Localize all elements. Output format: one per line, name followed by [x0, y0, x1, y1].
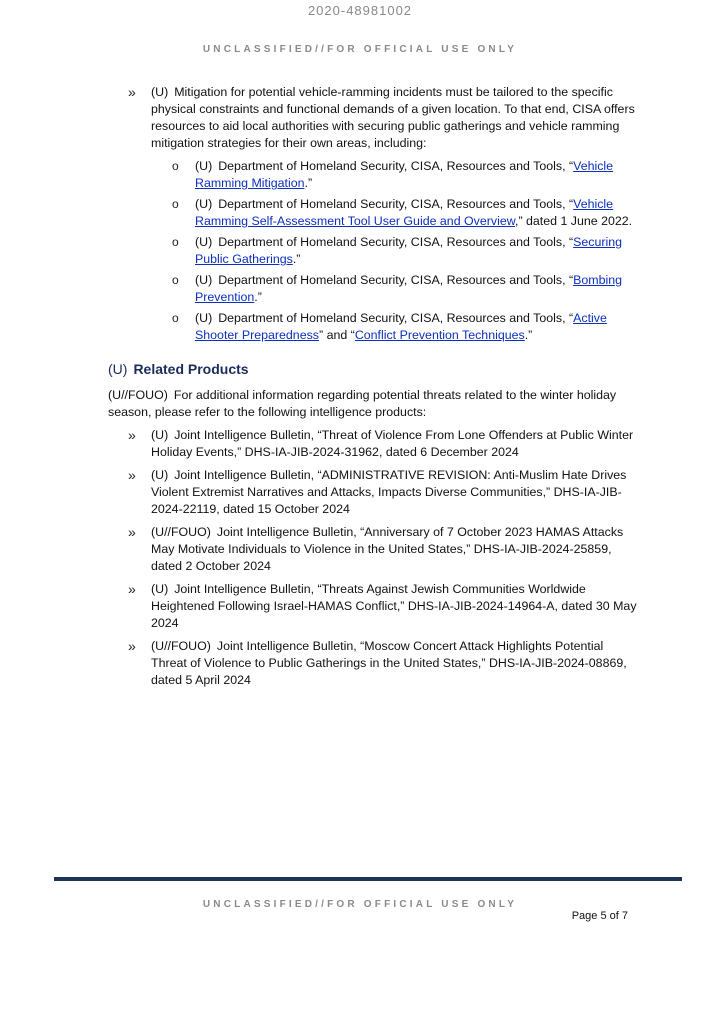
securing-public-gatherings-link[interactable]: Securing Public Gatherings: [195, 235, 623, 266]
portion-marking: (U): [195, 311, 213, 325]
double-chevron-bullet-icon: »: [128, 581, 136, 597]
product-text: Joint Intelligence Bulletin, “Anniversary of 7 October 2023 HAMAS Attacks May Motivate Individuals to Violence in the United States,” DHS-IA-JIB-2024-25859, dated 2 October 2024: [151, 525, 624, 573]
portion-marking: (U//FOUO): [151, 525, 211, 539]
resource-item: [151, 310, 638, 344]
portion-marking: (U): [151, 582, 169, 596]
page-number: Page 5 of 7: [571, 910, 628, 922]
double-chevron-bullet-icon: »: [128, 638, 136, 654]
related-intro: [108, 387, 638, 421]
list-item: [108, 581, 638, 632]
double-chevron-bullet-icon: »: [128, 467, 136, 483]
page-content: [108, 84, 638, 695]
footer-classification-banner: UNCLASSIFIED//FOR OFFICIAL USE ONLY: [202, 899, 518, 910]
portion-marking: (U): [195, 159, 213, 173]
portion-marking: (U): [108, 361, 128, 377]
intro-text: For additional information regarding potential threats related to the winter holiday season, please refer to the following intelligence products:: [108, 388, 617, 419]
resource-prefix: Department of Homeland Security, CISA, Resources and Tools, “: [218, 311, 574, 325]
portion-marking: (U): [195, 273, 213, 287]
resource-item: [151, 158, 638, 192]
resource-prefix: Department of Homeland Security, CISA, Resources and Tools, “: [218, 235, 574, 249]
mitigation-item: [108, 84, 638, 344]
self-assessment-tool-link[interactable]: Vehicle Ramming Self-Assessment Tool User Guide and Overview: [195, 197, 614, 228]
header-classification-banner: UNCLASSIFIED//FOR OFFICIAL USE ONLY: [202, 44, 518, 55]
related-products-heading: [108, 360, 638, 378]
portion-marking: (U): [151, 468, 169, 482]
bombing-prevention-link[interactable]: Bombing Prevention: [195, 273, 623, 304]
conflict-prevention-techniques-link[interactable]: Conflict Prevention Techniques: [354, 328, 525, 342]
resource-item: [151, 196, 638, 230]
portion-marking: (U): [151, 428, 169, 442]
resource-item: [151, 234, 638, 268]
resource-prefix: Department of Homeland Security, CISA, Resources and Tools, “: [218, 273, 574, 287]
top-cut-document-number: 2020-48981002: [307, 3, 413, 18]
circle-bullet-icon: o: [172, 235, 179, 249]
section-title: Related Products: [133, 361, 249, 377]
related-products-list: [108, 427, 638, 689]
footer-divider: [54, 877, 682, 881]
resource-suffix: .”: [254, 290, 262, 304]
resource-suffix: ,” dated 1 June 2022.: [515, 214, 633, 228]
product-text: Joint Intelligence Bulletin, “Threat of Violence From Lone Offenders at Public Winter Holiday Events,” DHS-IA-JIB-2024-31962, dated 6 December 2024: [151, 428, 634, 459]
circle-bullet-icon: o: [172, 311, 179, 325]
mitigation-list: [108, 84, 638, 344]
circle-bullet-icon: o: [172, 273, 179, 287]
circle-bullet-icon: o: [172, 197, 179, 211]
resource-suffix: .”: [304, 176, 313, 190]
resource-middle: ” and “: [319, 328, 355, 342]
double-chevron-bullet-icon: »: [128, 427, 136, 443]
double-chevron-bullet-icon: »: [128, 84, 136, 100]
resource-suffix: .”: [524, 328, 533, 342]
circle-bullet-icon: o: [172, 159, 179, 173]
portion-marking: (U): [151, 85, 169, 99]
portion-marking: (U//FOUO): [108, 388, 168, 402]
mitigation-text: Mitigation for potential vehicle-ramming incidents must be tailored to the specific physical constraints and functional demands of a given location. To that end, CISA offers resources to aid local authorities with securing public gatherings and vehicle ramming mitigation strategies for their own areas, including:: [151, 85, 635, 150]
resource-prefix: Department of Homeland Security, CISA, Resources and Tools, “: [218, 159, 574, 173]
portion-marking: (U//FOUO): [151, 639, 211, 653]
resource-suffix: .”: [292, 252, 301, 266]
double-chevron-bullet-icon: »: [128, 524, 136, 540]
portion-marking: (U): [195, 197, 213, 211]
portion-marking: (U): [195, 235, 213, 249]
list-item: [108, 524, 638, 575]
list-item: [108, 467, 638, 518]
list-item: [108, 427, 638, 461]
vehicle-ramming-mitigation-link[interactable]: Vehicle Ramming Mitigation: [195, 159, 614, 190]
product-text: Joint Intelligence Bulletin, “Threats Against Jewish Communities Worldwide Heightened Following Israel-HAMAS Conflict,” DHS-IA-JIB-2024-14964-A, dated 30 May 2024: [151, 582, 637, 630]
active-shooter-preparedness-link[interactable]: Active Shooter Preparedness: [195, 311, 607, 342]
resource-item: [151, 272, 638, 306]
resource-list: [151, 158, 638, 344]
product-text: Joint Intelligence Bulletin, “Moscow Concert Attack Highlights Potential Threat of Violence to Public Gatherings in the United States,” DHS-IA-JIB-2024-08869, dated 5 April 2024: [151, 639, 627, 687]
product-text: Joint Intelligence Bulletin, “ADMINISTRATIVE REVISION: Anti-Muslim Hate Drives Violent Extremist Narratives and Attacks, Impacts Diverse Communities,” DHS-IA-JIB-2024-22119, dated 15 October 2024: [151, 468, 627, 516]
list-item: [108, 638, 638, 689]
resource-prefix: Department of Homeland Security, CISA, Resources and Tools, “: [218, 197, 574, 211]
